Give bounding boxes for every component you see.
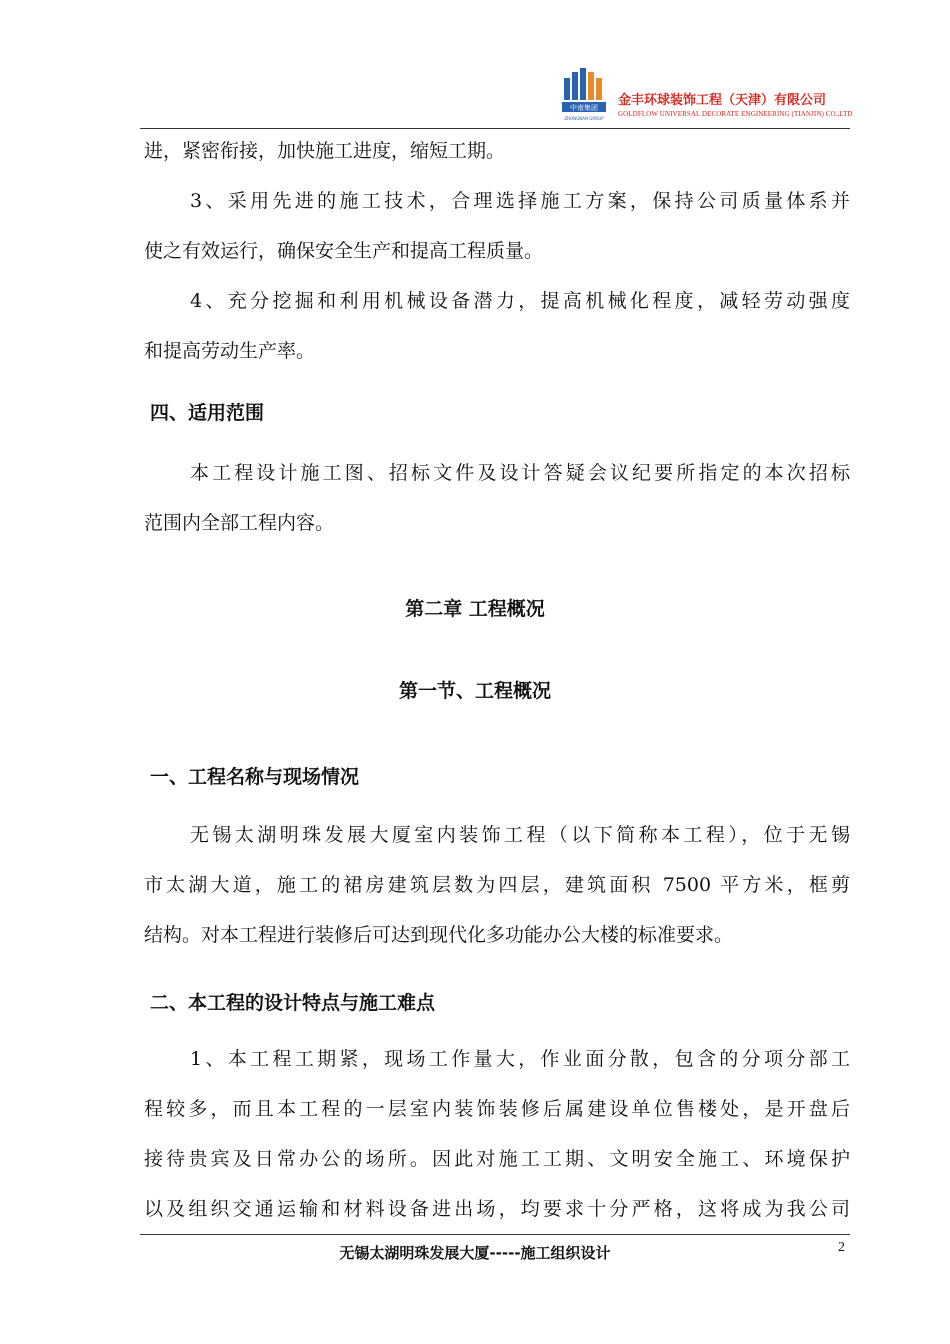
paragraph-line: 范围内全部工程内容。: [144, 512, 335, 534]
paragraph-line: 市太湖大道，施工的裙房建筑层数为四层，建筑面积 7500 平方米，框剪: [144, 874, 850, 896]
section-title: 第一节、工程概况: [398, 680, 551, 702]
paragraph-line: 程较多，而且本工程的一层室内装饰装修后属建设单位售楼处，是开盘后: [144, 1098, 850, 1120]
paragraph-line: 结构。对本工程进行装修后可达到现代化多功能办公大楼的标准要求。: [144, 924, 734, 946]
zhongnan-logo-icon: [560, 68, 610, 126]
logo-text: 中南集团: [570, 104, 598, 112]
paragraph-line: 3、采用先进的施工技术，合理选择施工方案，保持公司质量体系并: [190, 190, 850, 212]
paragraph-line: 4、充分挖掘和利用机械设备潜力，提高机械化程度，减轻劳动强度: [190, 290, 850, 312]
paragraph-line: 本工程设计施工图、招标文件及设计答疑会议纪要所指定的本次招标: [190, 462, 850, 484]
section-heading: 一、工程名称与现场情况: [150, 766, 360, 788]
section-heading: 四、适用范围: [150, 402, 265, 424]
paragraph-line: 以及组织交通运输和材料设备进出场，均要求十分严格，这将成为我公司: [144, 1198, 850, 1220]
paragraph-line: 使之有效运行，确保安全生产和提高工程质量。: [144, 240, 544, 262]
paragraph-line: 进，紧密衔接，加快施工进度，缩短工期。: [144, 140, 506, 162]
section-heading: 二、本工程的设计特点与施工难点: [150, 992, 436, 1014]
company-name-en: GOLDFLOW UNIVERSAL DECORATE ENGINEERING (TIANJIN) CO.,LTD: [618, 110, 853, 118]
footer-title: 无锡太湖明珠发展大厦-----施工组织设计: [339, 1244, 611, 1262]
company-name-cn: 金丰环球装饰工程（天津）有限公司: [618, 93, 827, 108]
page-number: 2: [838, 1240, 845, 1255]
footer-rule: [140, 1234, 850, 1235]
logo-subtext: ZHONGNAN GROUP: [564, 116, 604, 121]
page-header: [0, 0, 950, 140]
paragraph-line: 和提高劳动生产率。: [144, 340, 316, 362]
paragraph-line: 接待贵宾及日常办公的场所。因此对施工工期、文明安全施工、环境保护: [144, 1148, 850, 1170]
chapter-title: 第二章 工程概况: [405, 598, 545, 620]
paragraph-line: 1、本工程工期紧，现场工作量大，作业面分散，包含的分项分部工: [190, 1048, 850, 1070]
paragraph-line: 无锡太湖明珠发展大厦室内装饰工程（以下简称本工程），位于无锡: [190, 824, 850, 846]
